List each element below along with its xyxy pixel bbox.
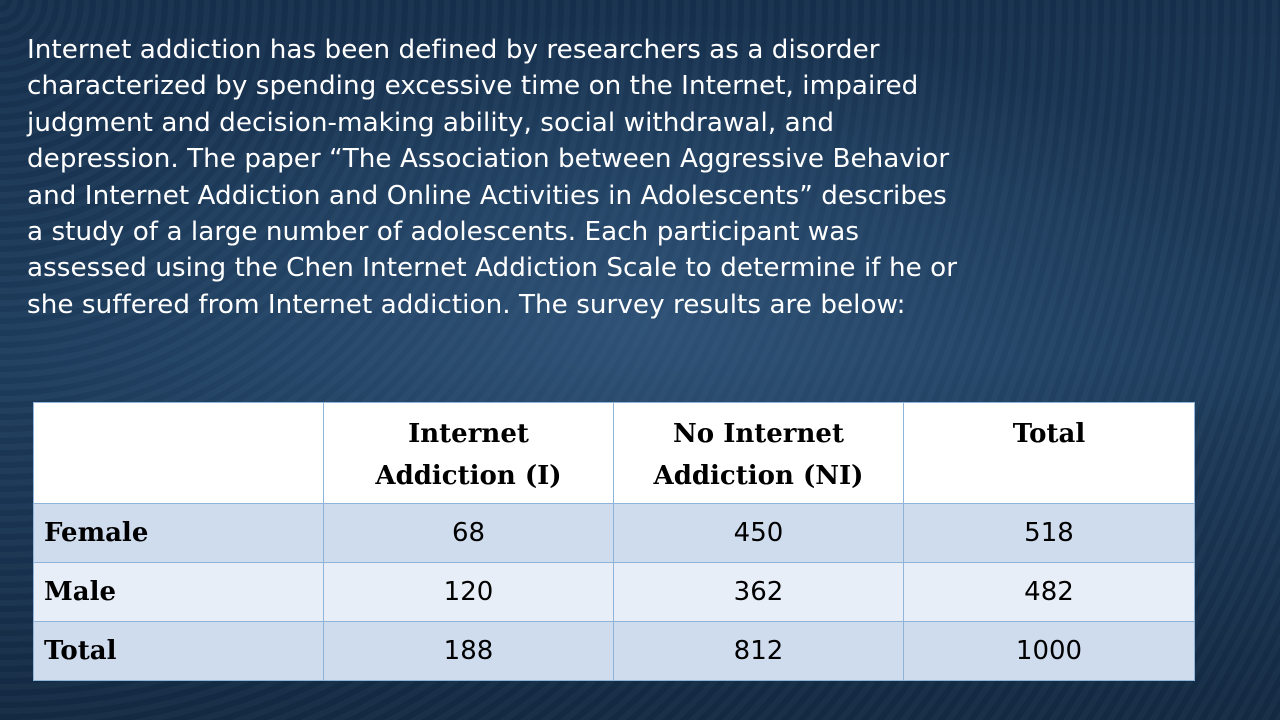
paragraph-line: she suffered from Internet addiction. The survey results are below:: [27, 289, 906, 320]
table-row-male: [34, 563, 1195, 622]
paragraph-line: judgment and decision-making ability, social withdrawal, and: [27, 107, 835, 138]
body-paragraph: [27, 32, 1257, 323]
table-cell: 1000: [904, 622, 1195, 681]
row-label: Female: [34, 504, 324, 563]
header-line: Addiction (I): [375, 461, 562, 491]
header-line: Total: [1012, 419, 1086, 449]
row-label: Male: [34, 563, 324, 622]
header-line: No Internet: [673, 419, 844, 449]
header-line: Addiction (NI): [653, 461, 864, 491]
survey-results-table: [33, 402, 1195, 681]
table-cell: 482: [904, 563, 1195, 622]
table-cell: 812: [614, 622, 904, 681]
table-cell: 362: [614, 563, 904, 622]
header-cell-empty: [34, 403, 324, 504]
row-label: Total: [34, 622, 324, 681]
table-cell: 188: [324, 622, 614, 681]
header-cell-total: [904, 403, 1195, 504]
paragraph-line: Internet addiction has been defined by researchers as a disorder: [27, 35, 880, 65]
table-row-total: [34, 622, 1195, 681]
table-cell: 120: [324, 563, 614, 622]
header-cell-internet-addiction: [324, 403, 614, 504]
paragraph-line: a study of a large number of adolescents. Each participant was: [27, 217, 860, 248]
paragraph-line: depression. The paper “The Association between Aggressive Behavior: [27, 144, 950, 175]
header-cell-no-internet-addiction: [614, 403, 904, 504]
table-cell: 518: [904, 504, 1195, 563]
paragraph-line: assessed using the Chen Internet Addiction Scale to determine if he or: [27, 253, 958, 284]
table-container: [33, 402, 1194, 679]
table-cell: 68: [324, 504, 614, 563]
table-row-female: [34, 504, 1195, 563]
paragraph-line: characterized by spending excessive time on the Internet, impaired: [27, 71, 919, 102]
table-cell: 450: [614, 504, 904, 563]
table-header-row: [34, 403, 1195, 504]
header-line: Internet: [408, 419, 529, 449]
paragraph-line: and Internet Addiction and Online Activities in Adolescents” describes: [27, 180, 947, 211]
